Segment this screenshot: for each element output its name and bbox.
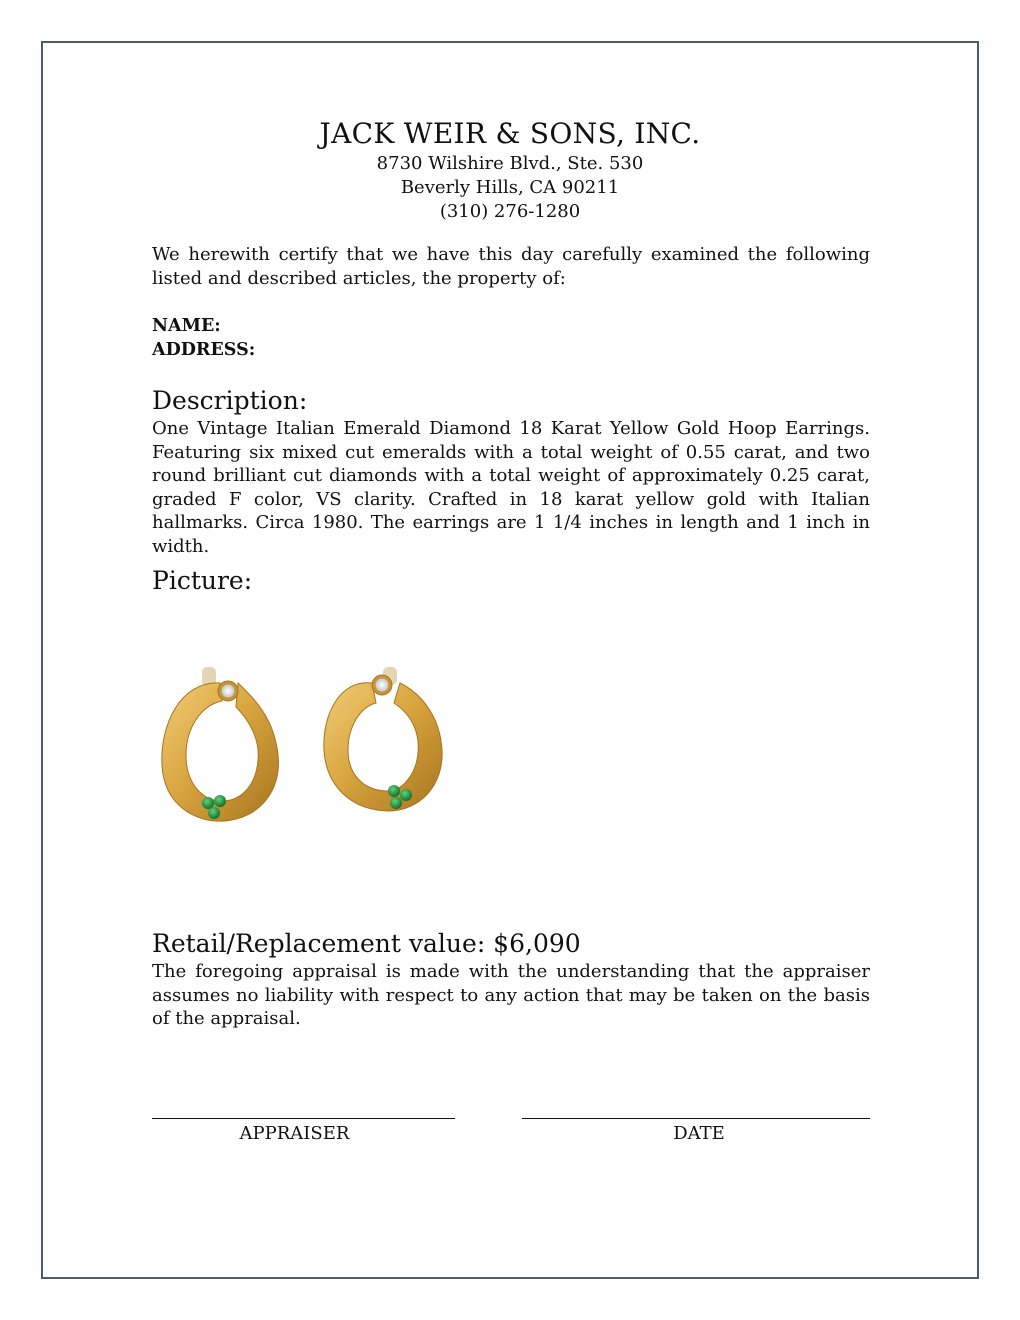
appraiser-signature-line	[152, 1118, 455, 1119]
company-phone: (310) 276-1280	[439, 201, 581, 222]
company-name: JACK WEIR & SONS, INC.	[319, 117, 701, 150]
certify-text: We herewith certify that we have this day carefully examined the following listed and described articles, the property of:	[152, 244, 870, 289]
company-street: 8730 Wilshire Blvd., Ste. 530	[376, 153, 644, 174]
picture-heading: Picture:	[152, 566, 253, 595]
right-earring	[324, 667, 442, 811]
certification-block	[152, 243, 870, 290]
description-section	[152, 385, 870, 558]
left-earring	[162, 667, 279, 821]
picture-section	[152, 565, 870, 597]
company-city: Beverly Hills, CA 90211	[400, 177, 620, 198]
earrings-photo	[150, 655, 460, 835]
letterhead	[0, 116, 1020, 224]
value-section	[152, 928, 870, 1031]
date-label: DATE	[673, 1123, 725, 1144]
name-label: NAME:	[152, 316, 221, 336]
description-text: One Vintage Italian Emerald Diamond 18 Karat Yellow Gold Hoop Earrings. Featuring six mixed cut emeralds with a total weight of 0.55 carat, and two round brilliant cut diamonds with a total weight of approximately 0.25 carat, graded F color, VS clarity. Crafted in 18 karat yellow gold with Italian hallmarks. Circa 1980. The earrings are 1 1/4 inches in length and 1 inch in width.	[152, 418, 870, 557]
address-label: ADDRESS:	[152, 339, 256, 360]
description-heading: Description:	[152, 386, 308, 415]
owner-fields	[152, 315, 870, 362]
disclaimer-text: The foregoing appraisal is made with the understanding that the appraiser assumes no liability with respect to any action that may be taken on the basis of the appraisal.	[152, 961, 870, 1029]
appraiser-label: APPRAISER	[239, 1123, 350, 1144]
value-heading: Retail/Replacement value: $6,090	[152, 929, 581, 958]
date-signature-line	[522, 1118, 870, 1119]
